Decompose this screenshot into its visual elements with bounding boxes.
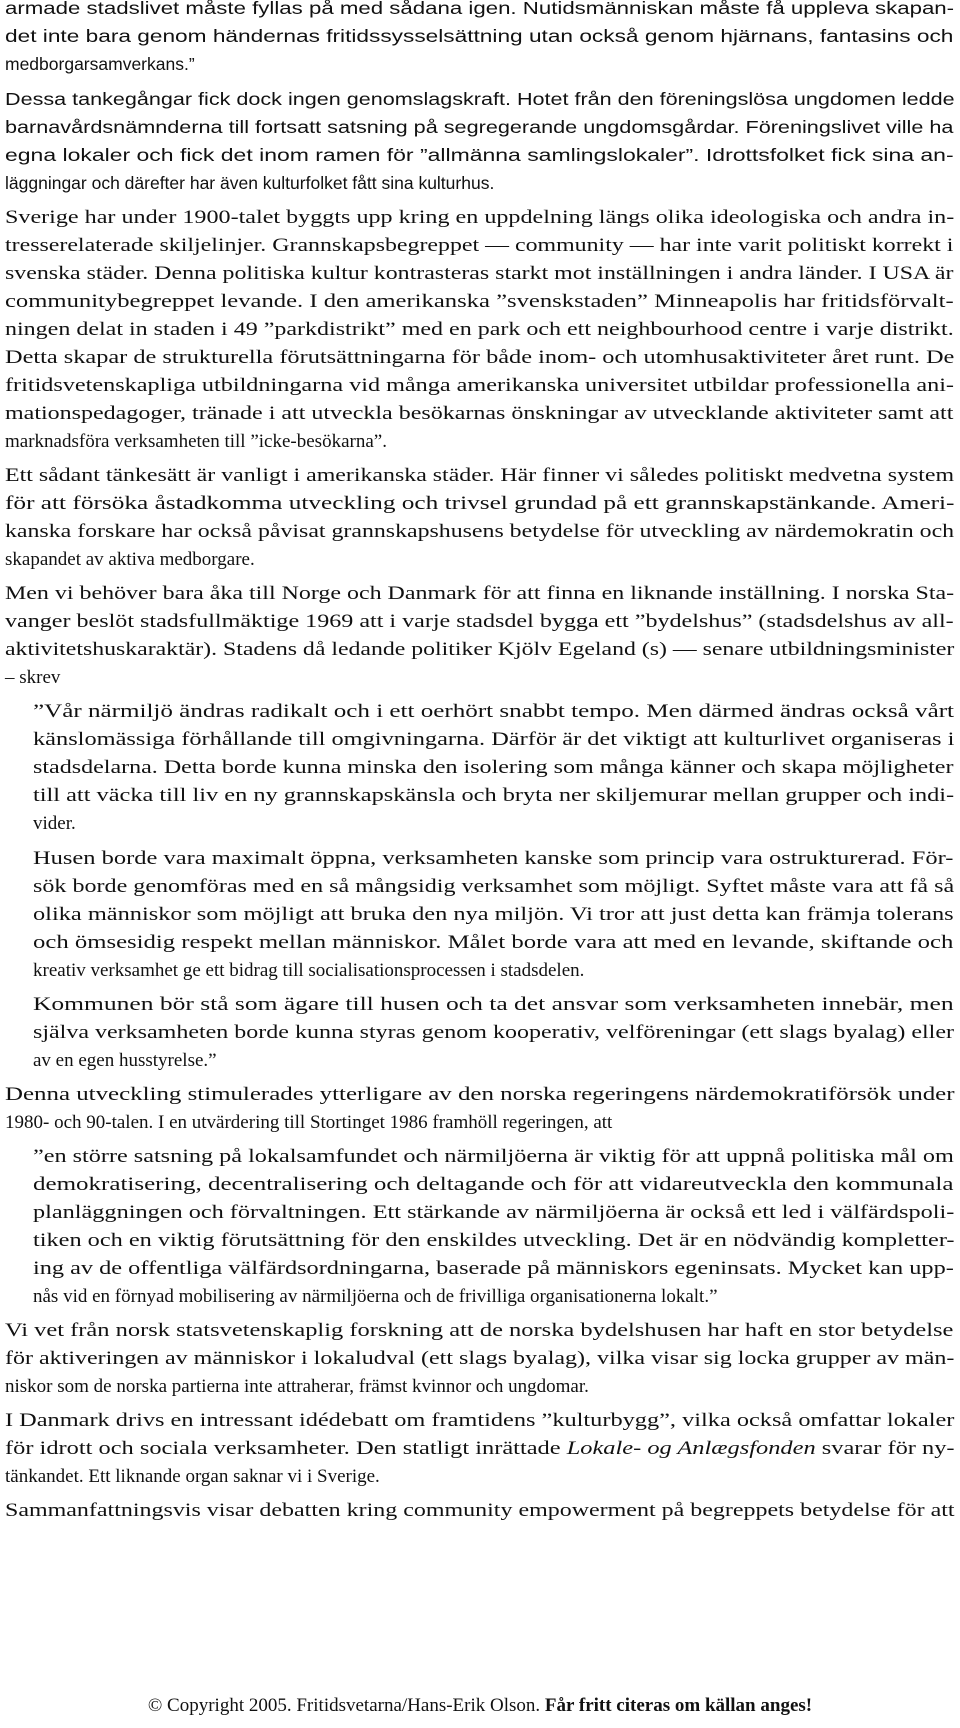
- text-line: svenska städer. Denna politiska kultur kontrasteras starkt mot inställningen i andra länder. I USA är: [5, 263, 954, 284]
- text-line: sök borde genomföras med en så mångsidig verksamhet som möjligt. Syftet måste vara att få så: [33, 876, 955, 897]
- text-line: känslomässiga förhållande till omgivningarna. Därför är det viktigt att kulturlivet organiseras i: [33, 729, 955, 750]
- text-line: medborgarsamverkans.”: [5, 54, 195, 74]
- text-line: själva verksamheten borde kunna styras genom kooperativ, velföreningar (ett slags byalag) eller: [33, 1022, 954, 1043]
- text-line: vider.: [33, 813, 76, 834]
- text-line: tresserelaterade skiljelinjer. Grannskapsbegreppet — community — har inte varit politiskt korrekt i: [5, 235, 954, 256]
- text-line: aktivitetshuskaraktär). Stadens då ledande politiker Kjölv Egeland (s) — senare utbildningsminister: [5, 639, 955, 660]
- text-line: niskor som de norska partierna inte attraherar, främst kvinnor och ungdomar.: [5, 1376, 589, 1397]
- footer-copyright: © Copyright 2005. Fritidsvetarna/Hans-Erik Olson.: [147, 1695, 541, 1716]
- text-line: kanska forskare har också påvisat grannskapshusens betydelse för utveckling av närdemokratin och: [5, 521, 955, 542]
- text-line: stadsdelarna. Detta borde kunna minska den isolering som många känner och skapa möjligheter: [33, 757, 954, 778]
- text-line: Sammanfattningsvis visar debatten kring community empowerment på begreppets betydelse för att: [5, 1500, 955, 1521]
- text-line: planläggningen och förvaltningen. Ett stärkande av närmiljöerna är också ett led i välfärdspoli-: [33, 1202, 955, 1223]
- text-line: communitybegreppet levande. I den amerikanska ”svenskstaden” Minneapolis har fritidsförvalt-: [5, 291, 954, 312]
- text-line: Detta skapar de strukturella förutsättningarna för både inom- och utomhusaktiviteter året runt. De: [5, 347, 955, 368]
- text-line: och ömsesidig respekt mellan människor. Målet borde vara att med en levande, skiftande och: [33, 932, 954, 953]
- text-line: 1980- och 90-talen. I en utvärdering till Stortinget 1986 framhöll regeringen, att: [5, 1112, 613, 1133]
- text-line: skapandet av aktiva medborgare.: [5, 549, 255, 570]
- text-line: Denna utveckling stimulerades ytterligare av den norska regeringens närdemokratiförsök under: [5, 1084, 955, 1105]
- footer-citation-notice: Får fritt citeras om källan anges!: [544, 1695, 813, 1716]
- text-line: till att väcka till liv en ny grannskapskänsla och bryta ner skiljemurar mellan grupper och indi-: [33, 785, 955, 806]
- text-line: olika människor som möjligt att bruka den nya miljön. Vi tror att just detta kan främja tolerans: [33, 904, 954, 925]
- text-line: vanger beslöt stadsfullmäktige 1969 att i varje stadsdel bygga ett ”bydelshus” (stadsdelshus av all-: [5, 611, 954, 632]
- text-line: egna lokaler och fick det inom ramen för ”allmänna samlingslokaler”. Idrottsfolket fick sina an-: [5, 145, 954, 165]
- text-line: nås vid en förnyad mobilisering av närmiljöerna och de frivilliga organisationerna lokalt.”: [33, 1286, 718, 1307]
- text-line: – skrev: [5, 667, 61, 688]
- text-line: det inte bara genom händernas fritidssysselsättning utan också genom hjärnans, fantasins och: [5, 26, 954, 46]
- text-line: barnavårdsnämnderna till fortsatt satsning på segregerande ungdomsgårdar. Föreningslivet ville ha: [5, 117, 954, 137]
- page-footer: [0, 1692, 960, 1720]
- text-line: läggningar och därefter har även kulturfolket fått sina kulturhus.: [5, 173, 495, 193]
- text-line: Husen borde vara maximalt öppna, verksamheten kanske som princip vara ostrukturerad. För-: [33, 848, 954, 869]
- text-line: Kommunen bör stå som ägare till husen och ta det ansvar som verksamheten innebär, men: [33, 994, 954, 1015]
- text-line: kreativ verksamhet ge ett bidrag till socialisationsprocessen i stadsdelen.: [33, 960, 585, 981]
- text-line: ing av de offentliga välfärdsordningarna, baserade på människors egeninsats. Mycket kan upp-: [33, 1258, 954, 1279]
- text-line: tiken och en viktig förutsättning för den enskildes utveckling. Det är en nödvändig kompletter-: [33, 1230, 955, 1251]
- text-line: armade stadslivet måste fyllas på med sådana igen. Nutidsmänniskan måste få uppleva skapan-: [5, 0, 955, 18]
- text-line: Men vi behöver bara åka till Norge och Danmark för att finna en liknande inställning. I norska Sta-: [5, 583, 955, 604]
- text-line: ”Vår närmiljö ändras radikalt och i ett oerhört snabbt tempo. Men därmed ändras också vårt: [33, 701, 955, 722]
- text-line: mationspedagoger, tränade i att utveckla besökarnas önskningar av utvecklande aktiviteter samt att: [5, 403, 954, 424]
- text-line: Ett sådant tänkesätt är vanligt i amerikanska städer. Här finner vi således politiskt medvetna system: [5, 465, 955, 486]
- text-line: för att försöka åstadkomma utveckling och trivsel grundad på ett grannskapstänkande. Ameri-: [5, 493, 955, 514]
- text-line: Sverige har under 1900-talet byggts upp kring en uppdelning längs olika ideologiska och andra in-: [5, 207, 955, 228]
- text-line: demokratisering, decentralisering och deltagande och för att vidareutveckla den kommunala: [33, 1174, 954, 1195]
- text-line: ningen delat in staden i 49 ”parkdistrikt” med en park och ett neighbourhood centre i varje distrikt.: [5, 319, 954, 340]
- text-line: I Danmark drivs en intressant idédebatt om framtidens ”kulturbygg”, vilka också omfattar lokaler: [5, 1410, 955, 1431]
- text-line: Dessa tankegångar fick dock ingen genomslagskraft. Hotet från den föreningslösa ungdomen ledde: [5, 89, 955, 109]
- text-line: fritidsvetenskapliga utbildningarna vid många amerikanska universitet utbildar professionella ani-: [5, 375, 955, 396]
- text-line: av en egen husstyrelse.”: [33, 1050, 217, 1071]
- text-line: tänkandet. Ett liknande organ saknar vi i Sverige.: [5, 1466, 380, 1487]
- text-line: ”en större satsning på lokalsamfundet och närmiljöerna är viktig för att uppnå politiska mål om: [33, 1146, 954, 1167]
- text-line: för aktiveringen av människor i lokaludval (ett slags byalag), vilka visar sig locka grupper av män-: [5, 1348, 955, 1369]
- text-line: för idrott och sociala verksamheter. Den statligt inrättade Lokale- og Anlægsfonden svarar för ny-: [5, 1438, 955, 1459]
- text-line: Vi vet från norsk statsvetenskaplig forskning att de norska bydelshusen har haft en stor betydelse: [5, 1320, 954, 1341]
- text-line: marknadsföra verksamheten till ”icke-besökarna”.: [5, 431, 387, 452]
